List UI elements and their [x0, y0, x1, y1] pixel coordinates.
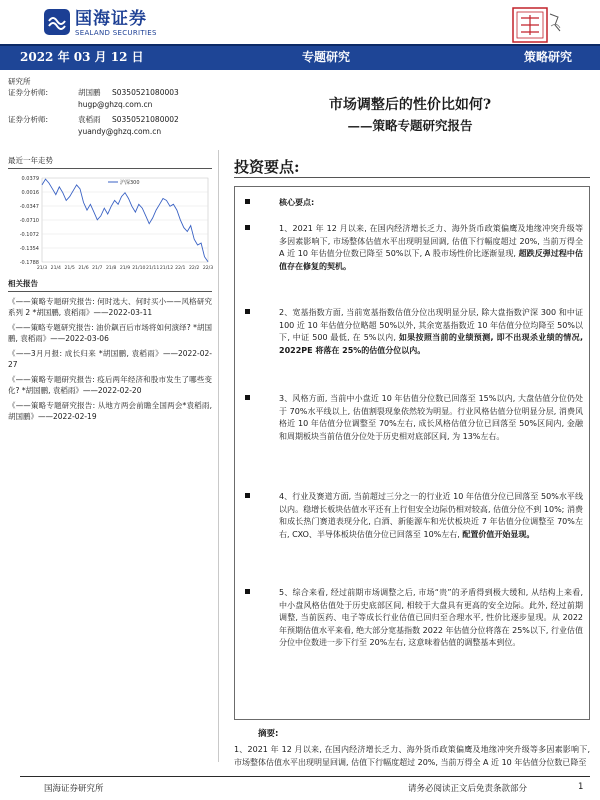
related-item[interactable]: 《——策略专题研究报告: 疫后两年经济和股市发生了哪些变化? *胡国鹏, 袁稻雨》——2022-02-20: [8, 375, 212, 395]
footer-institute: 国海证券研究所: [44, 784, 104, 794]
x-tick-label: 22/3: [202, 266, 214, 271]
bullet-icon: [245, 395, 250, 400]
bullet-icon: [245, 199, 250, 204]
logo-cn-text: 国海证券: [75, 9, 147, 29]
report-title: 市场调整后的性价比如何?: [328, 97, 492, 113]
x-tick-label: 21/12: [159, 266, 174, 271]
report-subtitle: ——策略专题研究报告: [347, 118, 473, 133]
analyst-cert: S0350521080003: [112, 88, 179, 97]
x-tick-label: 21/3: [36, 266, 48, 271]
analyst-email[interactable]: hugp@ghzq.com.cn: [78, 100, 153, 109]
chart-title: 最近一年走势: [8, 156, 53, 165]
x-tick-label: 21/11: [146, 266, 160, 271]
x-tick-label: 21/8: [106, 266, 117, 271]
y-tick-label: -0.1072: [19, 232, 39, 238]
x-tick-label: 21/10: [132, 266, 146, 271]
section-title: 投资要点:: [234, 158, 300, 176]
y-tick-label: -0.0710: [19, 218, 39, 224]
footer-rule: [20, 776, 590, 777]
analyst-item: [8, 114, 218, 144]
y-tick-label: -0.1354: [19, 246, 39, 252]
related-title: 相关报告: [8, 279, 38, 288]
key-points-box: 核心要点: 1、2021 年 12 月以来, 在国内经济增长乏力、海外货币政策偏鹰及地缘冲突升级等多因素影响下, 市场整体估值水平出现明显回调, 估值下行幅度超过 20%, 当前万得全 A 近 10 年估值分位数已降至 50%以下, A 股市场性价比逐渐显现, 超跌反弹过程中估值存在修复的契机。 2、宽基指数方面, 当前宽基指数估值分位出现明显分层, 除大盘指数沪深 300 和中证 100 近 10 年估值分位略超 50%以外, 其余宽基指数近 10 年估值分位均降至 50%以下, 中证 500 最低, 在 5%以内, 如果按照当前的业绩预测, 即不出现杀业绩的情况, 2022PE 将落在 25%的估值分位以内。 3、风格方面, 当前中小盘近 10 年估值分位数已回落至 15%以内, 大盘估值分位仍处于 70%水平线以上, 估值割裂现象依然较为明显。行业风格估值分位明显分层, 消费风格近 10 年估值分位调整至 70%左右, 成长风格估值分位已回落至 50%区间内, 金融和周期板块当前估值分位处于历史相对底部区间, 为 13%左右。 4、行业及赛道方面, 当前超过三分之一的行业近 10 年估值分位已回落至 50%水平线以内。稳增长板块估值水平还有上行但安全边际仍相对较高, 估值分位不到 10%; 消费和成长热门赛道表现分化, 白酒、新能源车和光伏板块近 7 年估值分位调整至 70%左右, CXO、半导体板块估值分位已回落至 10%左右, 配置价值开始显现。 5、综合来看, 经过前期市场调整之后, 市场“贵”的矛盾得到极大缓和, 从结构上来看, 中小盘风格估值处于历史底部区间, 相较于大盘具有更高的安全边际。此外, 经过前期调整, 当前医药、电子等成长行业估值已回归至合理水平, 性价比逐步显现。从 2022 年预期估值水平来看, 绝大部分宽基指数 2022 年估值分位将落在 25%以下, 行业估值分位中位数进一步下行至 20%左右, 这意味着估值的调整基本到位。: [234, 186, 590, 720]
trend-chart: [8, 172, 214, 274]
page-number: 1: [578, 782, 584, 792]
chart-title-rule: [8, 168, 212, 169]
y-tick-label: -0.0347: [19, 204, 39, 210]
analyst-email[interactable]: yuandy@ghzq.com.cn: [78, 127, 162, 136]
bullet-icon: [245, 493, 250, 498]
related-list: [8, 296, 212, 426]
section-rule: [234, 177, 590, 178]
x-tick-label: 22/1: [175, 266, 186, 271]
report-date: 2022 年 03 月 12 日: [20, 50, 144, 64]
report-type: 专题研究: [302, 50, 351, 64]
sealand-logo-icon: [44, 9, 70, 35]
analyst-item: [8, 87, 218, 117]
series-line: [42, 179, 208, 262]
analyst-role: 证券分析师:: [8, 88, 49, 97]
summary-text: 1、2021 年 12 月以来, 在国内经济增长乏力、海外货币政策偏鹰及地缘冲突升级等多因素影响下, 市场整体估值水平出现明显回调, 估值下行幅度超过 20%, 当前万得全 A 近 10 年估值分位数已降至: [234, 745, 590, 767]
summary-label: 摘要:: [258, 729, 279, 739]
related-item[interactable]: 《——3月月报: 成长归来 *胡国鹏, 袁稻雨》——2022-02-27: [8, 349, 212, 369]
related-item[interactable]: 《——策略专题研究报告: 何时选大、何时买小——风格研究系列 2 *胡国鹏, 袁稻雨》——2022-03-11: [8, 297, 212, 317]
analyst-name: 袁稻雨: [78, 115, 101, 124]
x-tick-label: 21/9: [119, 266, 131, 271]
bullet-icon: [245, 225, 250, 230]
bullet-icon: [245, 309, 250, 314]
y-tick-label: 0.0379: [21, 176, 39, 182]
related-item[interactable]: 《——策略专题研究报告: 油价飙百后市场将如何演绎? *胡国鹏, 袁稻雨》——2022-03-06: [8, 323, 212, 343]
institute-label: 研究所: [8, 77, 31, 86]
analyst-name: 胡国鹏: [78, 88, 101, 97]
x-tick-label: 21/5: [64, 266, 75, 271]
y-tick-label: 0.0016: [21, 190, 39, 196]
header-bar: [0, 44, 600, 70]
x-tick-label: 22/2: [189, 266, 200, 271]
column-divider: [218, 150, 219, 762]
analyst-cert: S0350521080002: [112, 115, 179, 124]
company-logo: [44, 9, 172, 39]
logo-en-text: SEALAND SECURITIES: [75, 29, 157, 37]
footer-disclaimer[interactable]: 请务必阅读正文后免责条款部分: [408, 784, 528, 794]
x-tick-label: 21/7: [92, 266, 103, 271]
analyst-role: 证券分析师:: [8, 115, 49, 124]
related-title-rule: [8, 291, 212, 292]
y-tick-label: -0.1788: [19, 260, 39, 266]
company-seal-icon: [510, 6, 562, 44]
analyst-block: [8, 76, 218, 144]
report-category: 策略研究: [524, 50, 573, 64]
x-tick-label: 21/6: [78, 266, 89, 271]
bullet-icon: [245, 589, 250, 594]
legend-label: 沪深300: [120, 180, 140, 186]
x-tick-label: 21/4: [50, 266, 61, 271]
related-item[interactable]: 《——策略专题研究报告: 从地方两会前瞻全国两会*袁稻雨, 胡国鹏》——2022-02-19: [8, 401, 212, 421]
